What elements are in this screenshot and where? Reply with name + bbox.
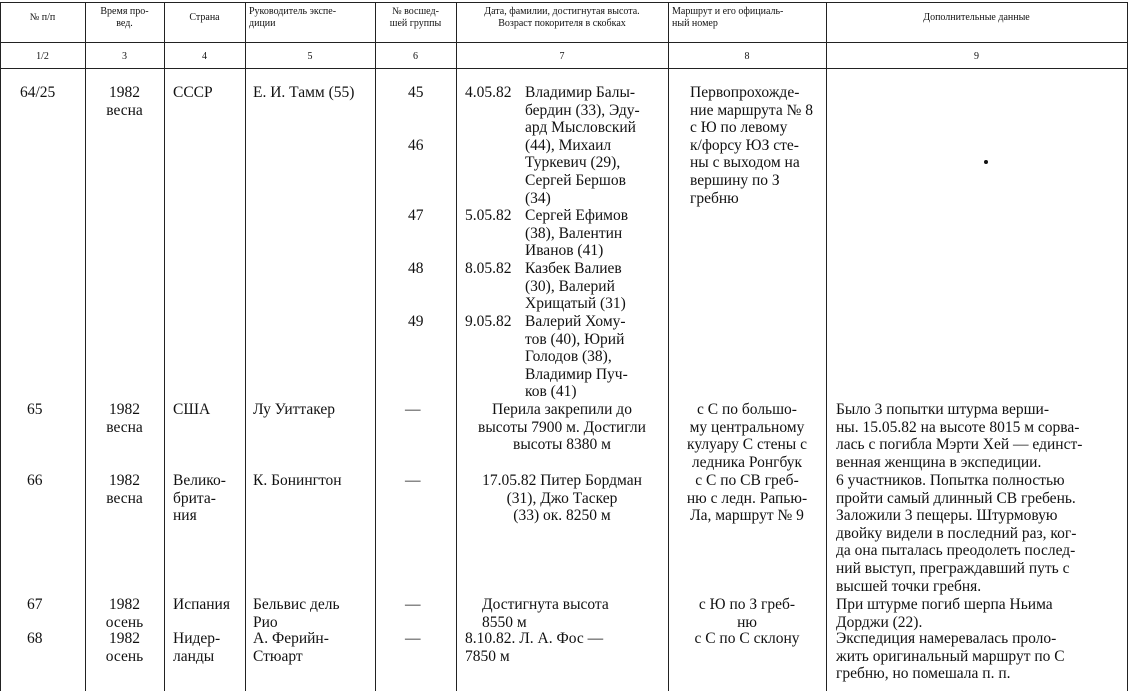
row-group: — [405, 472, 421, 489]
row-group: 47 [408, 207, 424, 224]
row-country: Испания [173, 596, 230, 613]
column-number: 3 [122, 51, 127, 62]
row-route: с С по большо- му центральному кулуару С стены с ледника Ронгбук [687, 401, 807, 471]
row-country: США [173, 401, 211, 418]
row-number: 64/25 [20, 84, 56, 101]
column-number: 1/2 [36, 51, 49, 62]
header-leader: Руководитель экспе- диции [249, 6, 337, 29]
row-extra: Было 3 попытки штурма верши- ны. 15.05.82 на высоте 8015 м сорва- лась с погибла Мэрти Хей — единст- венная женщина в экспедиции. [836, 401, 1083, 471]
row-extra: 6 участников. Попытка полностью пройти самый длинный СВ гребень. Заложили 3 пещеры. Штурмовую двойку видели в последний раз, ког- да она пыталась преодолеть послед- ний выступ, преграждавший путь с высшей точки гребня. [836, 472, 1077, 595]
table-top-border [0, 2, 1128, 3]
print-speck [984, 160, 988, 164]
header-group: № восшед- шей группы [389, 6, 442, 29]
row-route: с С по С склону [694, 630, 800, 647]
row-route: с С по СВ греб- ню с ледн. Рапью- Ла, маршрут № 9 [686, 472, 808, 525]
column-number: 7 [559, 51, 565, 62]
row-group: 49 [408, 313, 424, 330]
row-group: 46 [408, 137, 424, 154]
row-leader: Бельвис дель Рио [253, 596, 340, 631]
summit-names: Казбек Валиев (30), Валерий Хрищатый (31) [525, 260, 626, 313]
row-route: с Ю по З греб- ню [698, 596, 796, 631]
summit-names: Сергей Ефимов (38), Валентин Иванов (41) [525, 207, 629, 260]
row-summit: Достигнута высота 8550 м [482, 596, 609, 631]
row-time: 1982 осень [105, 596, 144, 631]
row-number: 65 [27, 401, 43, 418]
summit-date: 9.05.82 [465, 313, 512, 330]
column-divider [0, 2, 1, 691]
column-number: 6 [413, 51, 418, 62]
header-route: Маршрут и его официаль- ный номер [672, 6, 784, 29]
column-divider [456, 2, 457, 691]
column-divider [375, 2, 376, 691]
column-number: 9 [974, 51, 979, 62]
row-number: 67 [27, 596, 43, 613]
column-number: 8 [744, 51, 750, 62]
column-divider [826, 2, 827, 691]
summit-date: 8.05.82 [465, 260, 512, 277]
numbers-divider [0, 68, 1128, 69]
column-number: 4 [202, 51, 207, 62]
row-number: 68 [27, 630, 43, 647]
summit-names: Владимир Балы- бердин (33), Эду- ард Мысловский (44), Михаил Туркевич (29), Сергей Бершов (34) [525, 84, 640, 207]
summit-date: 5.05.82 [465, 207, 512, 224]
row-group: 45 [408, 84, 424, 101]
row-group: 48 [408, 260, 424, 277]
row-extra: Экспедиция намеревалась проло- жить оригинальный маршрут по С гребню, но помешала п. п. [836, 630, 1065, 683]
row-group: — [405, 630, 421, 647]
row-route: Первопрохожде- ние маршрута № 8 с Ю по левому к/форсу ЮЗ сте- ны с выходом на вершину по З гребню [690, 84, 814, 207]
row-time: 1982 осень [105, 630, 144, 665]
header-extra: Дополнительные данные [923, 12, 1030, 23]
row-time: 1982 весна [106, 401, 143, 436]
row-country: Нидер- ланды [173, 630, 221, 665]
header-time: Время про- вед. [100, 6, 149, 29]
row-group: — [405, 596, 421, 613]
summit-date: 4.05.82 [465, 84, 512, 101]
header-country: Страна [189, 12, 220, 23]
row-time: 1982 весна [106, 84, 143, 119]
row-time: 1982 весна [106, 472, 143, 507]
header-number: № п/п [29, 12, 56, 23]
row-leader: Е. И. Тамм (55) [253, 84, 355, 101]
row-summit: 17.05.82 Питер Бордман (31), Джо Таскер (33) ок. 8250 м [482, 472, 642, 525]
row-leader: К. Бонингтон [253, 472, 342, 489]
header-summit: Дата, фамилии, достигнутая высота. Возраст покорителя в скобках [484, 6, 640, 29]
column-divider [668, 2, 669, 691]
row-summit: 8.10.82. Л. А. Фос — 7850 м [465, 630, 604, 665]
row-number: 66 [27, 472, 43, 489]
header-divider [0, 42, 1128, 43]
column-number: 5 [307, 51, 313, 62]
row-extra: При штурме погиб шерпа Ньима Дорджи (22). [836, 596, 1053, 631]
row-country: Велико- брита- ния [173, 472, 226, 525]
column-divider [245, 2, 246, 691]
row-leader: А. Ферийн- Стюарт [253, 630, 329, 665]
column-divider [164, 2, 165, 691]
row-leader: Лу Уиттакер [253, 401, 336, 418]
row-country: СССР [173, 84, 213, 101]
row-summit: Перила закрепили до высоты 7900 м. Достигли высоты 8380 м [478, 401, 646, 454]
row-group: — [405, 401, 421, 418]
summit-names: Валерий Хому- тов (40), Юрий Голодов (38), Владимир Пуч- ков (41) [525, 313, 628, 401]
